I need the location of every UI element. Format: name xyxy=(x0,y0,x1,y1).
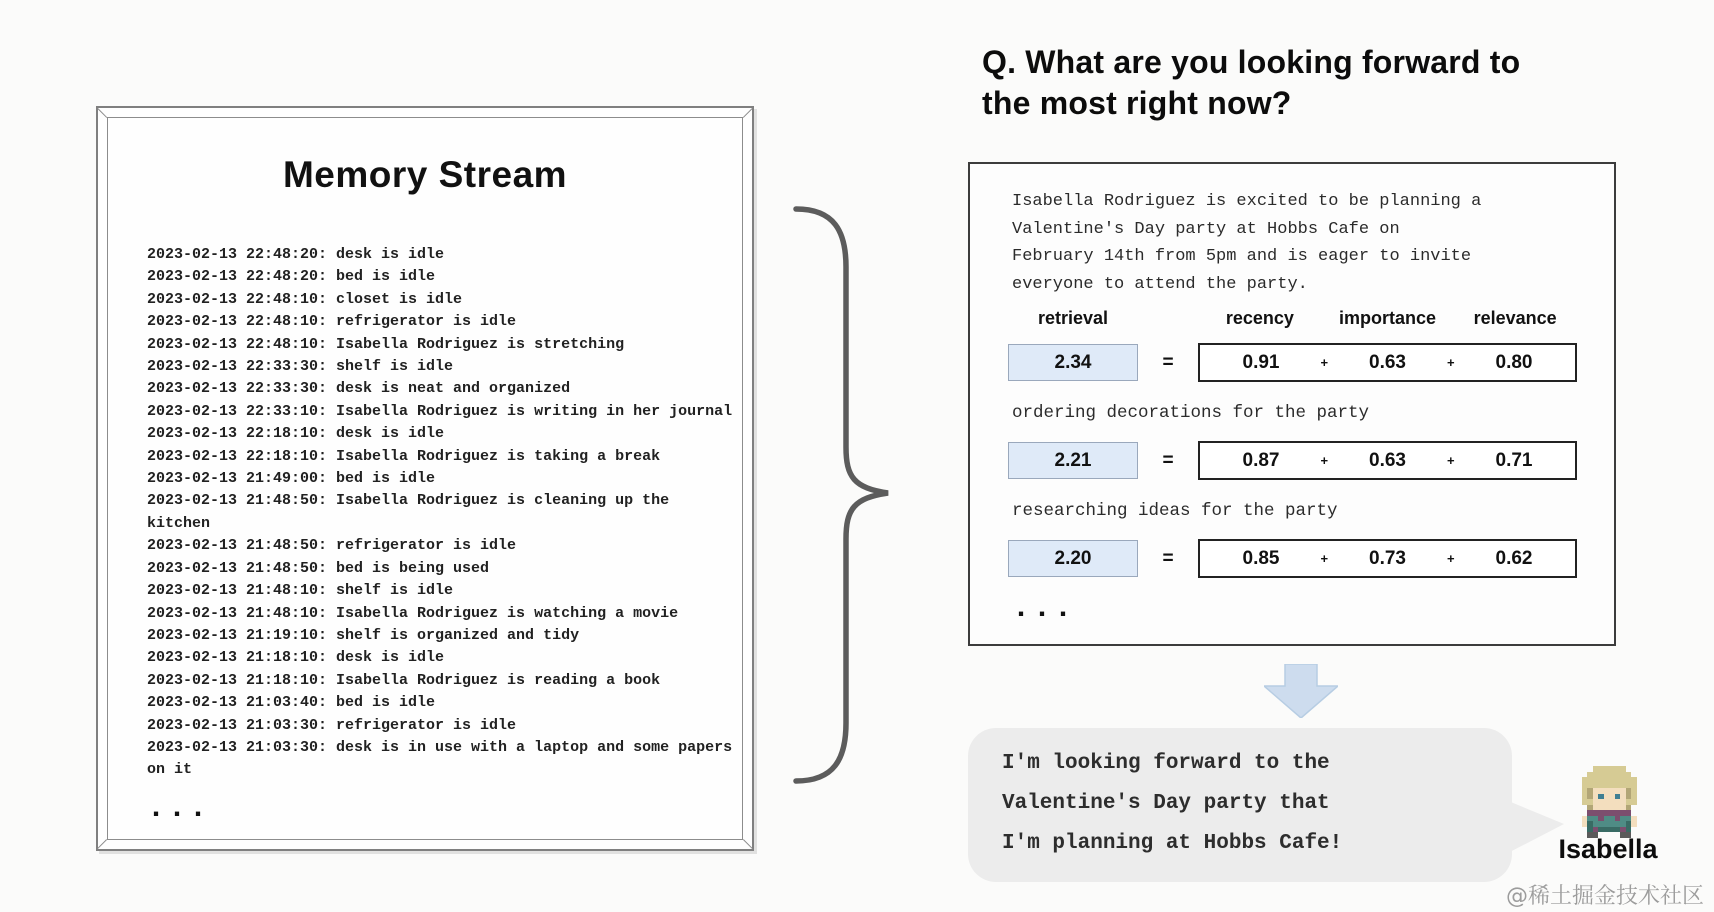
isabella-sprite xyxy=(1576,766,1642,838)
memory-label-3: researching ideas for the party xyxy=(1012,501,1338,521)
answer-speech-bubble xyxy=(968,728,1512,882)
score-row-1 xyxy=(1008,343,1577,382)
memory-entry: 2023-02-13 22:48:20: bed is idle xyxy=(147,268,436,286)
memory-entry: 2023-02-13 22:48:10: closet is idle xyxy=(147,290,463,308)
memory-entry: 2023-02-13 21:48:10: shelf is idle xyxy=(147,582,454,600)
memory-entry: 2023-02-13 21:18:10: Isabella Rodriguez is reading a book xyxy=(147,671,661,689)
question-line-1: Q. What are you looking forward to xyxy=(982,44,1521,80)
character-name-label: Isabella xyxy=(1558,834,1658,864)
plus-sign: + xyxy=(1446,551,1455,566)
memory-entry: 2023-02-13 21:48:10: Isabella Rodriguez is watching a movie xyxy=(147,604,679,622)
down-arrow-icon xyxy=(1264,664,1338,718)
retrieval-panel-ellipsis: ... xyxy=(1012,592,1076,626)
relevance-value: 0.80 xyxy=(1495,351,1533,373)
header-retrieval: retrieval xyxy=(1037,308,1109,328)
retrieval-panel xyxy=(968,162,1616,646)
equals-sign: = xyxy=(1162,351,1174,373)
memory-entry: 2023-02-13 21:49:00: bed is idle xyxy=(147,470,436,488)
importance-value: 0.73 xyxy=(1369,547,1406,569)
description-line: everyone to attend the party. xyxy=(1012,274,1308,294)
memory-entry: 2023-02-13 22:18:10: desk is idle xyxy=(147,425,445,443)
curly-brace-icon xyxy=(788,203,892,787)
answer-line: I'm planning at Hobbs Cafe! xyxy=(1002,832,1343,855)
relevance-value: 0.62 xyxy=(1495,547,1533,569)
plus-sign: + xyxy=(1446,453,1455,468)
recency-value: 0.87 xyxy=(1242,449,1280,471)
frame-corner-bevel xyxy=(743,108,753,118)
frame-corner-bevel xyxy=(97,108,107,118)
importance-value: 0.63 xyxy=(1369,351,1406,373)
header-sum-columns xyxy=(1198,308,1577,329)
retrieved-memory-description xyxy=(1012,188,1481,298)
answer-line: I'm looking forward to the xyxy=(1002,752,1330,775)
question-line-2: the most right now? xyxy=(982,85,1292,121)
answer-line: Valentine's Day party that xyxy=(1002,792,1330,815)
memory-entry: 2023-02-13 22:48:10: refrigerator is idle xyxy=(147,313,517,331)
frame-corner-bevel xyxy=(97,839,107,849)
plus-sign: + xyxy=(1320,355,1329,370)
importance-value: 0.63 xyxy=(1369,449,1406,471)
header-recency: recency xyxy=(1225,308,1294,328)
equals-sign: = xyxy=(1162,547,1174,569)
score-sum-box xyxy=(1198,343,1577,382)
header-relevance: relevance xyxy=(1473,308,1557,328)
score-row-2 xyxy=(1008,441,1577,480)
header-spacer xyxy=(1441,308,1461,329)
memory-entry: 2023-02-13 21:03:30: desk is in use with a laptop and some papers on it xyxy=(147,738,733,779)
score-row-3 xyxy=(1008,539,1577,578)
description-line: Isabella Rodriguez is excited to be planning a xyxy=(1012,192,1482,211)
relevance-value: 0.71 xyxy=(1495,449,1533,471)
equals-sign: = xyxy=(1162,449,1174,471)
memory-stream-panel xyxy=(96,106,754,851)
description-line: February 14th from 5pm and is eager to invite xyxy=(1012,247,1472,266)
header-importance: importance xyxy=(1338,308,1436,328)
retrieval-score-box: 2.20 xyxy=(1008,540,1138,577)
memory-entry: 2023-02-13 21:19:10: shelf is organized and tidy xyxy=(147,626,580,644)
memory-entry: 2023-02-13 21:18:10: desk is idle xyxy=(147,649,445,667)
memory-entry: 2023-02-13 21:48:50: Isabella Rodriguez is cleaning up the kitchen xyxy=(147,492,670,532)
header-spacer xyxy=(1314,308,1334,329)
answer-text xyxy=(1002,744,1342,864)
memory-stream-ellipsis: ... xyxy=(147,792,211,826)
score-header-row xyxy=(1008,308,1577,329)
description-line: Valentine's Day party at Hobbs Cafe on xyxy=(1012,219,1400,239)
memory-entry: 2023-02-13 22:48:10: Isabella Rodriguez is stretching xyxy=(147,335,625,353)
watermark: @稀土掘金技术社区 xyxy=(1505,884,1704,909)
header-gap xyxy=(1138,308,1198,329)
score-sum-box xyxy=(1198,441,1577,480)
memory-label-2: ordering decorations for the party xyxy=(1012,403,1370,423)
memory-entry: 2023-02-13 22:18:10: Isabella Rodriguez is taking a break xyxy=(147,447,661,465)
plus-sign: + xyxy=(1320,453,1329,468)
memory-entry: 2023-02-13 21:03:40: bed is idle xyxy=(147,694,436,712)
frame-corner-bevel xyxy=(743,839,753,849)
memory-stream-title: Memory Stream xyxy=(282,154,568,195)
retrieval-score-box: 2.21 xyxy=(1008,442,1138,479)
memory-entry: 2023-02-13 21:03:30: refrigerator is idle xyxy=(147,716,517,734)
retrieval-score-box: 2.34 xyxy=(1008,344,1138,381)
plus-sign: + xyxy=(1446,355,1455,370)
recency-value: 0.91 xyxy=(1242,351,1280,373)
memory-entry: 2023-02-13 21:48:50: bed is being used xyxy=(147,559,490,577)
plus-sign: + xyxy=(1320,551,1329,566)
memory-entry: 2023-02-13 22:33:30: desk is neat and organized xyxy=(147,380,571,398)
memory-entry: 2023-02-13 22:33:10: Isabella Rodriguez is writing in her journal xyxy=(147,402,733,420)
recency-value: 0.85 xyxy=(1242,547,1280,569)
memory-entry: 2023-02-13 21:48:50: refrigerator is idle xyxy=(147,537,517,555)
memory-entry: 2023-02-13 22:48:20: desk is idle xyxy=(147,246,445,263)
memory-entry-list xyxy=(147,244,737,782)
score-sum-box xyxy=(1198,539,1577,578)
question-heading xyxy=(982,42,1642,124)
memory-entry: 2023-02-13 22:33:30: shelf is idle xyxy=(147,358,454,376)
